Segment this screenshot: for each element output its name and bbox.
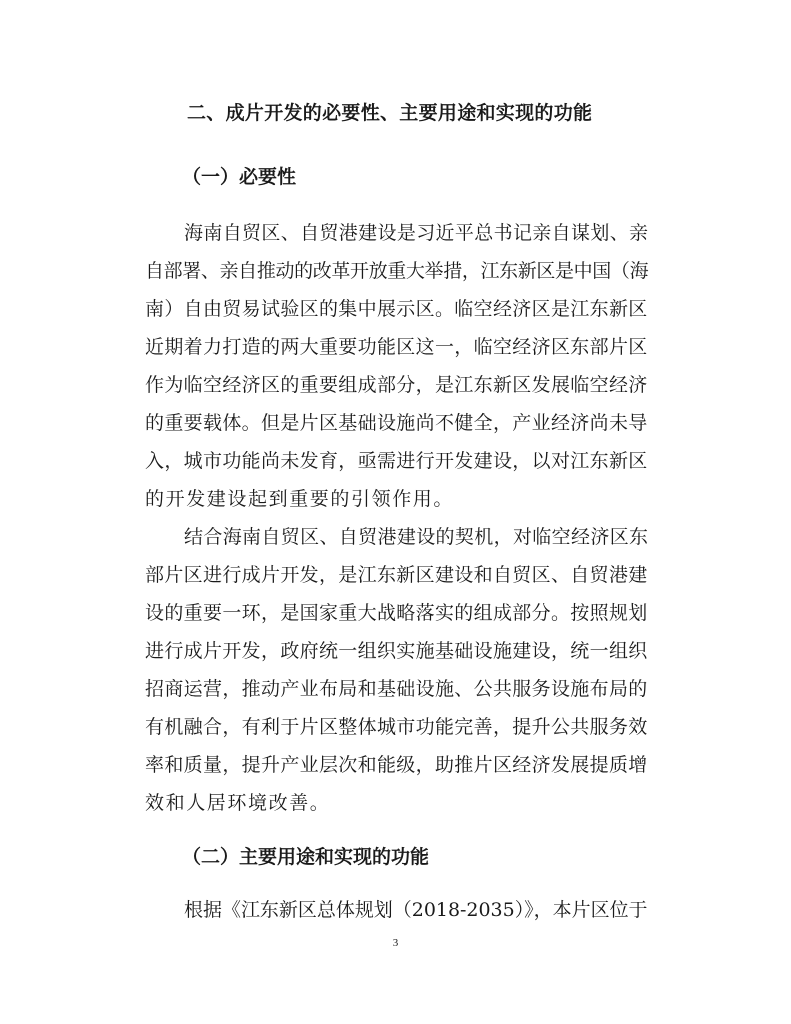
text-line: 率和质量，提升产业层次和能级，助推片区经济发展提质增 (145, 754, 648, 776)
text-line: 作为临空经济区的重要组成部分，是江东新区发展临空经济 (145, 374, 648, 396)
page-number: 3 (392, 937, 399, 949)
text-line: 结合海南自贸区、自贸港建设的契机，对临空经济区东 (184, 526, 649, 548)
subsection-heading-necessity: （一）必要性 (182, 166, 297, 188)
text-line: 根据《江东新区总体规划（2018-2035）》，本片区位于 (184, 899, 648, 921)
text-line: 设的重要一环，是国家重大战略落实的组成部分。按照规划 (145, 602, 648, 624)
text-line: 的重要载体。但是片区基础设施尚不健全，产业经济尚未导 (145, 412, 648, 434)
text-line: 自部署、亲自推动的改革开放重大举措，江东新区是中国（海 (145, 260, 649, 282)
subsection-heading-functions: （二）主要用途和实现的功能 (182, 846, 430, 868)
section-heading: 二、成片开发的必要性、主要用途和实现的功能 (187, 102, 593, 124)
text-line: 招商运营，推动产业布局和基础设施、公共服务设施布局的 (145, 678, 648, 700)
text-line: 的开发建设起到重要的引领作用。 (145, 488, 455, 510)
text-line: 部片区进行成片开发，是江东新区建设和自贸区、自贸港建 (145, 564, 648, 586)
text-line: 效和人居环境改善。 (145, 792, 331, 814)
text-line: 有机融合，有利于片区整体城市功能完善，提升公共服务效 (145, 716, 648, 738)
text-line: 入，城市功能尚未发育，亟需进行开发建设，以对江东新区 (145, 450, 648, 472)
text-line: 海南自贸区、自贸港建设是习近平总书记亲自谋划、亲 (184, 222, 649, 244)
text-line: 近期着力打造的两大重要功能区这一，临空经济区东部片区 (145, 336, 648, 358)
text-line: 进行成片开发，政府统一组织实施基础设施建设，统一组织 (145, 640, 648, 662)
text-line: 南）自由贸易试验区的集中展示区。临空经济区是江东新区 (145, 298, 648, 320)
